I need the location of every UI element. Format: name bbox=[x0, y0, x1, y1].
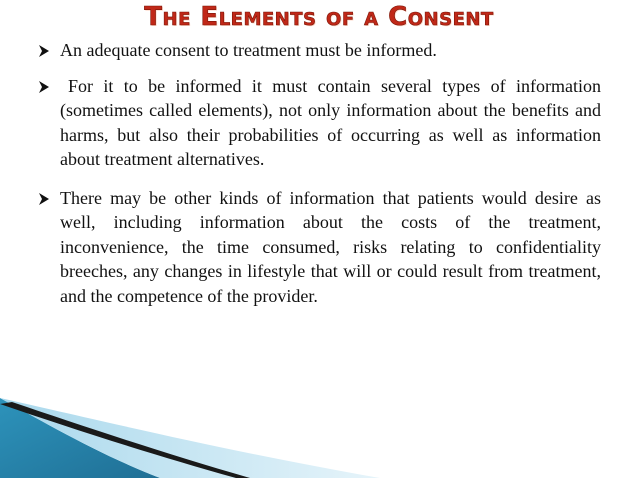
arrow-bullet-icon bbox=[38, 193, 50, 205]
arrow-bullet-icon bbox=[38, 45, 50, 57]
bullet-text-1: An adequate consent to treatment must be informed. bbox=[60, 40, 437, 60]
bullet-text-2: For it to be informed it must contain several types of information (sometimes called elements), not only information about the benefits and harms, but also their probabilities of occurring as well as information about treatment alternatives. bbox=[60, 75, 601, 169]
light-blue-band bbox=[0, 398, 380, 478]
slide-title: The Elements of a Consent bbox=[144, 2, 494, 32]
bullet-text-3: There may be other kinds of information that patients would desire as well, including information about the costs of the treatment, inconvenience, the time consumed, risks relating to confidentiality breeches, any changes in lifestyle that will or could result from treatment, and the competence of the provider. bbox=[60, 187, 601, 306]
bullet-item-1 bbox=[38, 38, 601, 63]
teal-wedge bbox=[0, 398, 160, 478]
bullet-item-2 bbox=[38, 74, 601, 172]
dark-stripe bbox=[0, 402, 250, 478]
arrow-bullet-icon bbox=[38, 81, 50, 93]
bullet-list bbox=[38, 38, 601, 308]
bullet-item-3 bbox=[38, 186, 601, 309]
